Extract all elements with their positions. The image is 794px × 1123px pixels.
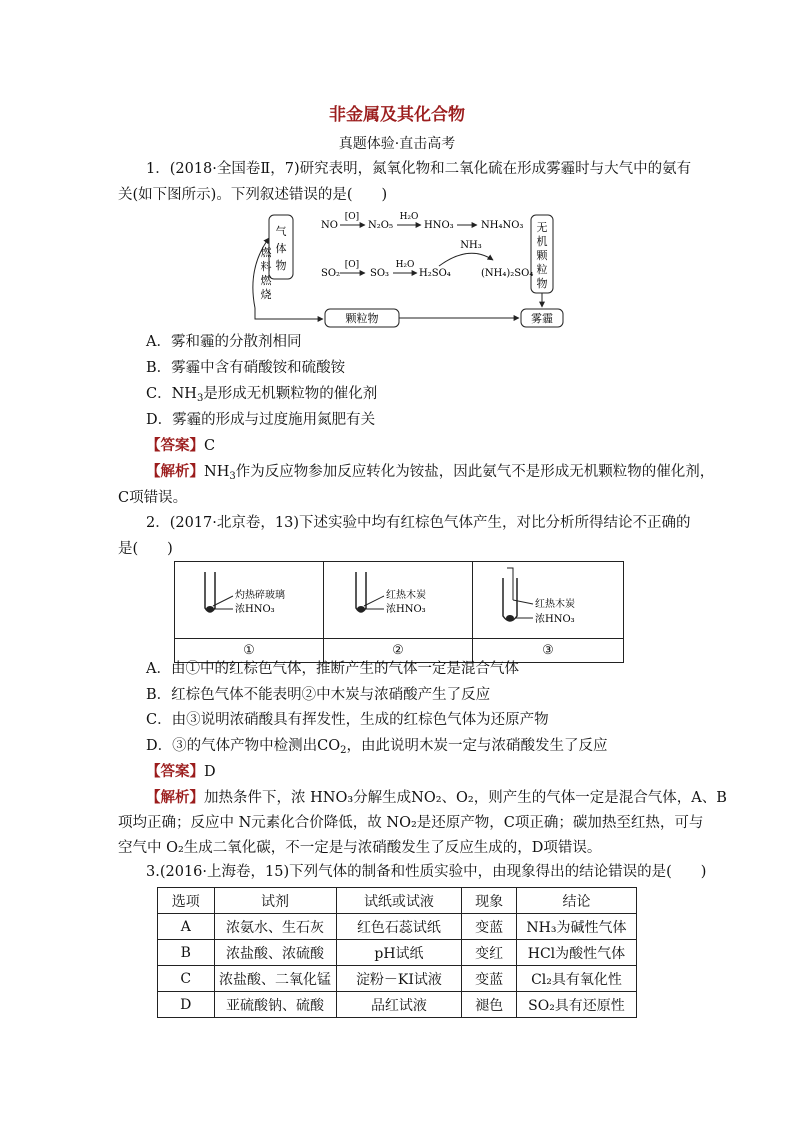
q1-analysis-line2: C项错误。 (118, 490, 188, 506)
table-row: B 浓盐酸、浓硫酸 pH试纸 变红 HCl为酸性气体 (158, 940, 637, 966)
q2-option-d: D．③的气体产物中检测出$CO_2$，由此说明木炭一定与浓硝酸发生了反应 (146, 738, 608, 756)
q2-option-c: C．由③说明浓硝酸具有挥发性，生成的红棕色气体为还原产物 (146, 712, 549, 728)
gas-box-char-3: 物 (275, 259, 287, 272)
q3-header-reagent: 试剂 (214, 888, 336, 914)
q1-answer: 【答案】C (146, 437, 216, 454)
nh3-label: NH₃ (460, 240, 482, 251)
svg-text:粒: 粒 (536, 263, 548, 276)
q3-header-option: 选项 (158, 888, 215, 914)
fuel-label-2: 料 (260, 260, 272, 273)
q2-analysis-line2: 项均正确；反应中 N元素化合价降低，故 NO₂是还原产物，C项正确；碳加热至红热，可与 (118, 815, 704, 831)
svg-text:无: 无 (536, 221, 548, 234)
row1-mid1: N₂O₅ (368, 220, 393, 231)
q1-stem-line2: 关(如下图所示)。下列叙述错误的是( ) (118, 187, 388, 203)
fuel-label-1: 燃 (260, 246, 272, 259)
exp3-label-acid: 浓HNO₃ (535, 614, 575, 625)
row1-start: NO (321, 220, 338, 231)
exp2-label-acid: 浓HNO₃ (386, 604, 426, 615)
fuel-label-4: 烧 (260, 288, 272, 301)
row1-mid2: HNO₃ (424, 220, 454, 231)
q1-option-d: D．雾霾的形成与过度施用氮肥有关 (146, 412, 376, 428)
q3-table (157, 887, 637, 1018)
q1-option-c: C．$NH_3$是形成无机颗粒物的催化剂 (146, 386, 378, 404)
q2-option-b: B．红棕色气体不能表明②中木炭与浓硝酸产生了反应 (146, 687, 491, 703)
row2-mid2: H₂SO₄ (419, 268, 451, 279)
q1-option-b: B．雾霾中含有硝酸铵和硫酸铵 (146, 360, 346, 376)
q2-stem-line1: 2．(2017·北京卷，13)下述实验中均有红棕色气体产生，对比分析所得结论不正确的 (146, 515, 691, 531)
gas-box-char-2: 体 (275, 242, 287, 255)
svg-text:颗: 颗 (536, 249, 548, 262)
experiment-number-3: ③ (473, 639, 624, 663)
q3-header-conclusion: 结论 (516, 888, 636, 914)
row2-end: (NH₄)₂SO₄ (481, 268, 534, 279)
q2-analysis-line3: 空气中 O₂生成二氧化碳，不一定是与浓硝酸发生了反应生成的，D项错误。 (118, 840, 602, 856)
table-row: D 亚硫酸钠、硫酸 品红试液 褪色 SO₂具有还原性 (158, 992, 637, 1018)
q2-answer: 【答案】D (146, 763, 216, 780)
row1-arrow1-label: [O] (344, 212, 360, 222)
row2-arrow1-label: [O] (344, 260, 360, 270)
exp2-label-solid: 红热木炭 (386, 590, 426, 601)
q1-analysis-line1: 【解析】$NH_3$作为反应物参加反应转化为铵盐，因此氨气不是形成无机颗粒物的催化剂， (146, 463, 715, 482)
exp3-label-solid: 红热木炭 (535, 599, 575, 610)
row2-arrow2-label: H₂O (395, 260, 415, 270)
table-row: C 浓盐酸、二氧化锰 淀粉－KI试液 变蓝 Cl₂具有氧化性 (158, 966, 637, 992)
experiment-number-2: ② (324, 639, 473, 663)
experiment-cell-1 (175, 562, 324, 639)
exp1-label-solid: 灼热碎玻璃 (235, 590, 285, 601)
row1-end: NH₄NO₃ (481, 220, 524, 231)
particle-box-label: 颗粒物 (345, 312, 379, 325)
smog-box-label: 雾霾 (531, 312, 553, 325)
q3-header-phenomenon: 现象 (462, 888, 517, 914)
page-title: 非金属及其化合物 (329, 105, 465, 125)
q1-stem-line1: 1．(2018·全国卷Ⅱ，7)研究表明，氮氧化物和二氧化硫在形成雾霾时与大气中的氨有 (146, 161, 692, 177)
q3-stem: 3.(2016·上海卷，15)下列气体的制备和性质实验中，由现象得出的结论错误的是( ) (146, 864, 707, 880)
q3-header-test-paper: 试纸或试液 (336, 888, 462, 914)
experiment-cell-3 (473, 562, 624, 639)
svg-text:机: 机 (536, 235, 548, 248)
row1-arrow2-label: H₂O (399, 212, 419, 222)
q3-table-header (158, 888, 637, 914)
gas-box-char-1: 气 (275, 225, 287, 238)
experiment-table (174, 561, 624, 663)
fuel-label-3: 燃 (260, 274, 272, 287)
smog-formation-diagram (225, 208, 570, 330)
svg-text:物: 物 (536, 277, 548, 290)
exp1-label-acid: 浓HNO₃ (235, 604, 275, 615)
table-row: A 浓氨水、生石灰 红色石蕊试纸 变蓝 NH₃为碱性气体 (158, 914, 637, 940)
section-subtitle: 真题体验·直击高考 (338, 136, 456, 152)
q2-option-a: A．由①中的红棕色气体，推断产生的气体一定是混合气体 (146, 661, 519, 677)
q1-option-a: A．雾和霾的分散剂相同 (146, 334, 302, 350)
experiment-number-1: ① (175, 639, 324, 663)
experiment-cell-2 (324, 562, 473, 639)
q2-analysis-line1: 【解析】加热条件下，浓 HNO₃分解生成NO₂、O₂，则产生的气体一定是混合气体，A、B (146, 789, 727, 806)
q2-stem-line2: 是( ) (118, 541, 173, 557)
row2-start: SO₂ (321, 268, 341, 279)
row2-mid1: SO₃ (370, 268, 390, 279)
